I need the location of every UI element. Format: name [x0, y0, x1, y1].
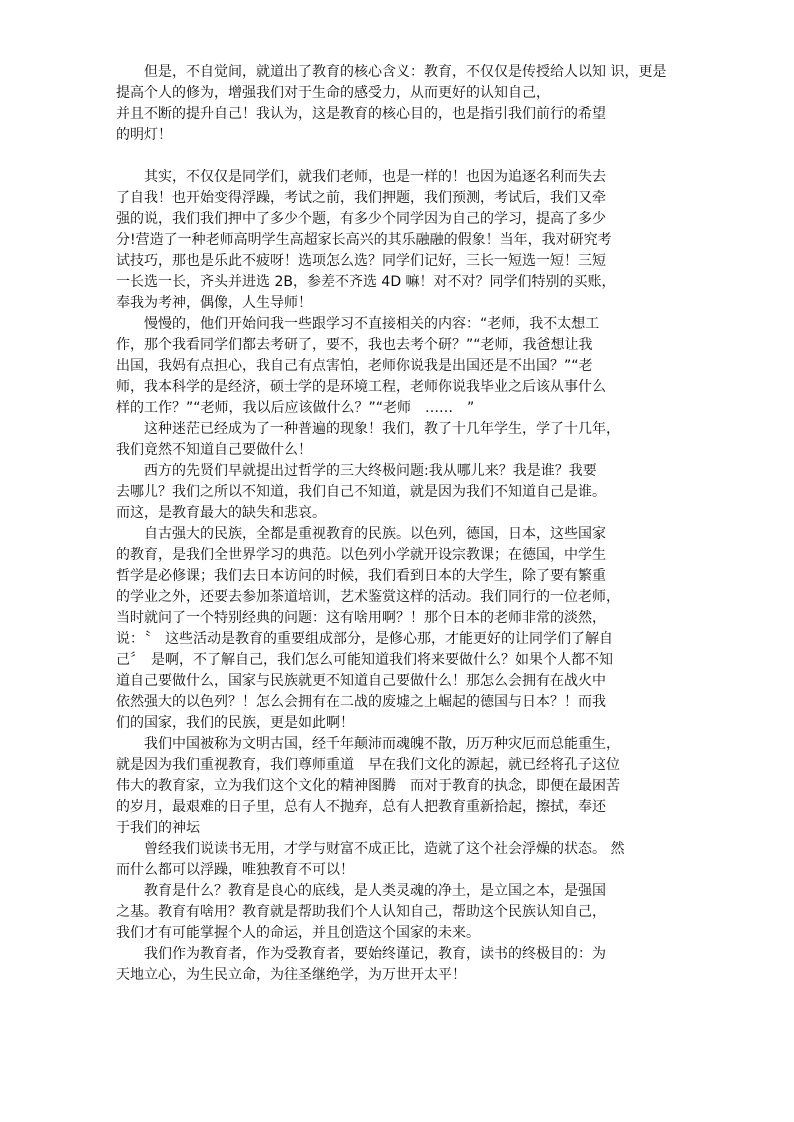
text-line: 分!营造了一种老师高明学生高超家长高兴的其乐融融的假象！当年，我对研究考 — [116, 232, 612, 248]
text-line: 当时就问了一个特别经典的问题：这有啥用啊？！那个日本的老师非常的淡然， — [116, 610, 606, 626]
text-line: 强的说，我们我们押中了多少个题，有多少个同学因为自己的学习，提高了多少 — [116, 211, 606, 227]
text-line: 一长选一长，齐头并进选 2B，参差不齐选 4D 嘛！对不对？同学们特别的买账， — [116, 274, 616, 290]
text-line: 师，我本科学的是经济，硕士学的是环境工程，老师你说我毕业之后该从事什么 — [116, 379, 606, 395]
text-line: 慢慢的，他们开始问我一些跟学习不直接相关的内容：“老师，我不太想工 — [116, 316, 600, 332]
text-line: 伟大的教育家，立为我们这个文化的精神图腾 而对于教育的执念，即便在最困苦 — [116, 778, 620, 794]
text-line: 这种迷茫已经成为了一种普遍的现象！我们，教了十几年学生，学了十几年， — [116, 421, 620, 437]
text-line: 就是因为我们重视教育，我们尊师重道 早在我们文化的源起，就已经将孔子这位 — [116, 757, 620, 773]
text-line: 西方的先贤们早就提出过哲学的三大终极问题:我从哪儿来？我是谁？我要 — [116, 463, 597, 479]
text-line: 但是，不自觉间，就道出了教育的核心含义：教育，不仅仅是传授给人以知 识，更是 — [116, 64, 667, 80]
text-line: 们的国家，我们的民族，更是如此啊！ — [116, 715, 354, 731]
text-line: 去哪儿？我们之所以不知道，我们自己不知道，就是因为我们不知道自己是谁。 — [116, 484, 606, 500]
text-line: 提高个人的修为，增强我们对于生命的感受力，从而更好的认知自己， — [116, 85, 550, 101]
text-line: 道自己要做什么，国家与民族就更不知道自己要做什么！那怎么会拥有在战火中 — [116, 673, 606, 689]
text-line: 其实，不仅仅是同学们，就我们老师，也是一样的！也因为追逐名利而失去 — [116, 169, 606, 185]
text-line: 的明灯！ — [116, 127, 172, 143]
text-line: 奉我为考神，偶像，人生导师！ — [116, 295, 312, 311]
text-line: 的学业之外，还要去参加茶道培训，艺术鉴赏这样的活动。我们同行的一位老师， — [116, 589, 620, 605]
text-line: 哲学是必修课；我们去日本访问的时候，我们看到日本的大学生，除了要有繁重 — [116, 568, 606, 584]
text-line: 依然强大的以色列？！怎么会拥有在二战的废墟之上崛起的德国与日本？！而我 — [116, 694, 606, 710]
text-line: 天地立心，为生民立命，为往圣继绝学，为万世开太平！ — [116, 967, 466, 983]
text-line: 我们才有可能掌握个人的命运，并且创造这个国家的未来。 — [116, 925, 480, 941]
text-line: 之基。教育有啥用？教育就是帮助我们个人认知自己，帮助这个民族认知自己， — [116, 904, 606, 920]
text-line: 而什么都可以浮躁，唯独教育不可以！ — [116, 862, 354, 878]
text-line: 我们中国被称为文明古国，经千年颠沛而魂魄不散，历万种灾厄而总能重生， — [116, 736, 620, 752]
text-line: 己〞 是啊，不了解自己，我们怎么可能知道我们将来要做什么？如果个人都不知 — [116, 652, 613, 668]
text-line: 而这，是教育最大的缺失和悲哀。 — [116, 505, 326, 521]
text-line: 曾经我们说读书无用，才学与财富不成正比，造就了这个社会浮燥的状态。 然 — [116, 841, 625, 857]
text-line: 了自我！也开始变得浮躁，考试之前，我们押题，我们预测，考试后，我们又牵 — [116, 190, 606, 206]
text-line: 说：〝 这些活动是教育的重要组成部分，是修心那，才能更好的让同学们了解自 — [116, 631, 613, 647]
text-line: 作，那个我看同学们都去考研了，要不，我也去考个研？”“老师，我爸想让我 — [116, 337, 593, 353]
text-line: 试技巧，那也是乐此不疲呀！选项怎么选？同学们记好，三长一短选一短！三短 — [116, 253, 606, 269]
text-line: 出国，我妈有点担心，我自己有点害怕，老师你说我是出国还是不出国？”“老 — [116, 358, 593, 374]
text-line: 的教育，是我们全世界学习的典范。以色列小学就开设宗教课；在德国，中学生 — [116, 547, 606, 563]
text-line: 教育是什么？教育是良心的底线，是人类灵魂的净土，是立国之本，是强国 — [116, 883, 606, 899]
text-line: 自古强大的民族，全都是重视教育的民族。以色列，德国，日本，这些国家 — [116, 526, 606, 542]
text-line: 并且不断的提升自己！我认为，这是教育的核心目的，也是指引我们前行的希望 — [116, 106, 606, 122]
text-line: 我们竟然不知道自己要做什么！ — [116, 442, 312, 458]
text-line: 于我们的神坛 — [116, 820, 200, 836]
text-line: 样的工作？”“老师，我以后应该做什么？”“老师 …… ” — [116, 400, 475, 416]
text-line: 我们作为教育者，作为受教育者，要始终谨记，教育，读书的终极目的：为 — [116, 946, 606, 962]
text-line: 的岁月，最艰难的日子里，总有人不抛弃，总有人把教育重新拾起，擦拭，奉还 — [116, 799, 606, 815]
